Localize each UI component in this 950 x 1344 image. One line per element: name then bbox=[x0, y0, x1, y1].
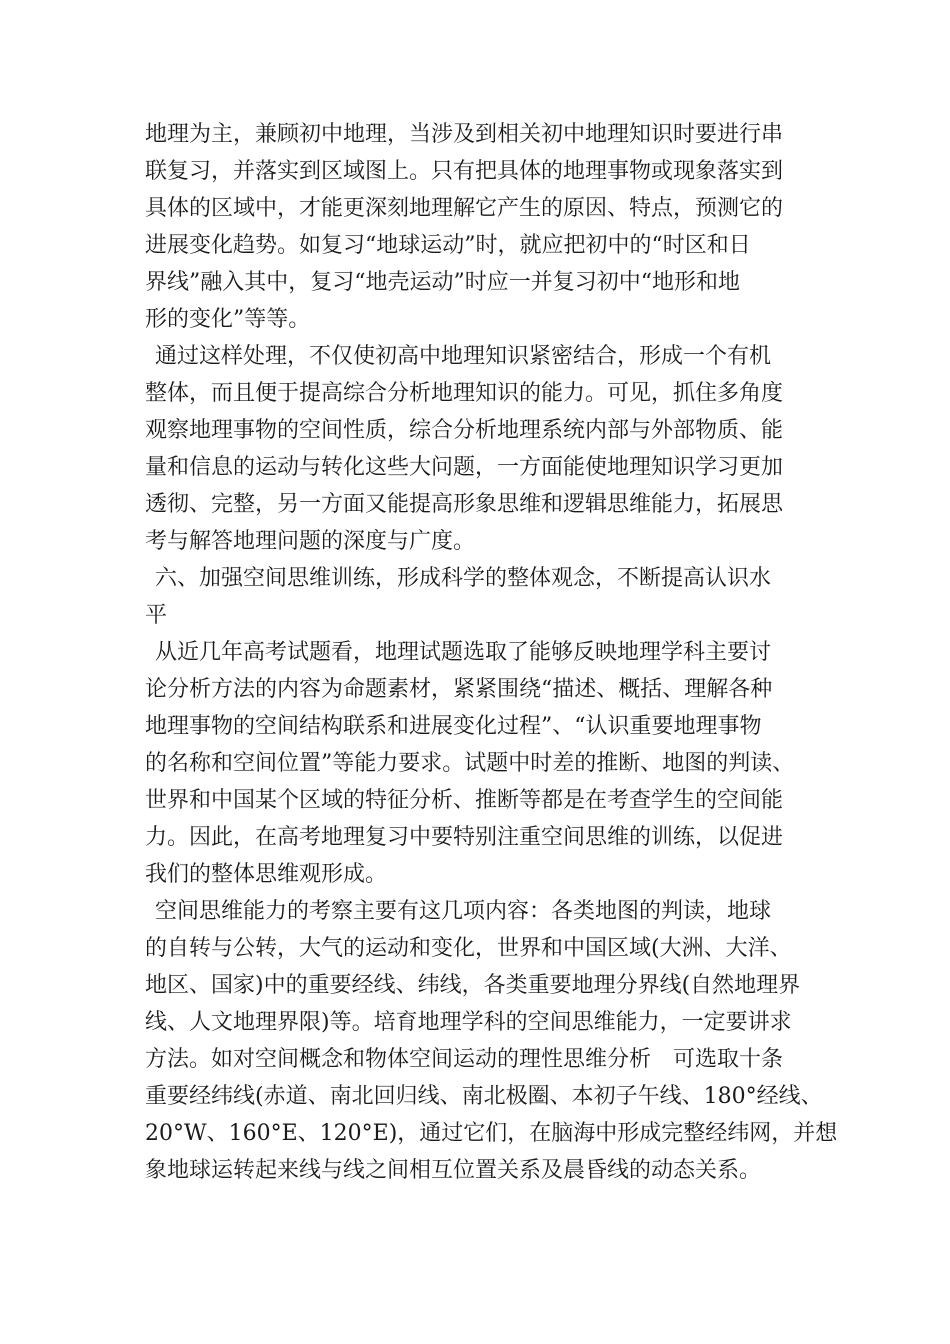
text-line: 地理事物的空间结构联系和进展变化过程”、“认识重要地理事物 bbox=[145, 714, 762, 739]
text-line: 我们的整体思维观形成。 bbox=[145, 862, 388, 887]
paragraph bbox=[145, 893, 838, 1189]
text-line: 象地球运转起来线与线之间相互位置关系及晨昏线的动态关系。 bbox=[145, 1158, 762, 1183]
text-line: 进展变化趋势。如复习“地球运动”时，就应把初中的“时区和日 bbox=[145, 233, 751, 258]
text-line: 世界和中国某个区域的特征分析、推断等都是在考查学生的空间能 bbox=[145, 788, 784, 813]
text-line: 考与解答地理问题的深度与广度。 bbox=[145, 529, 476, 554]
text-line: 联复习，并落实到区域图上。只有把具体的地理事物或现象落实到 bbox=[145, 159, 784, 184]
text-line: 通过这样处理，不仅使初高中地理知识紧密结合，形成一个有机 bbox=[155, 344, 772, 369]
text-line: 透彻、完整，另一方面又能提高形象思维和逻辑思维能力，拓展思 bbox=[145, 492, 784, 517]
text-line: 从近几年高考试题看，地理试题选取了能够反映地理学科主要讨 bbox=[155, 640, 772, 665]
text-line: 力。因此，在高考地理复习中要特别注重空间思维的训练，以促进 bbox=[145, 825, 784, 850]
text-line: 论分析方法的内容为命题素材，紧紧围绕“描述、概括、理解各种 bbox=[145, 677, 773, 702]
paragraph bbox=[145, 634, 825, 893]
text-line: 具体的区域中，才能更深刻地理解它产生的原因、特点，预测它的 bbox=[145, 196, 784, 221]
text-line: 线、人文地理界限)等。培育地理学科的空间思维能力，一定要讲求 bbox=[145, 1010, 792, 1035]
text-line: 地理为主，兼顾初中地理，当涉及到相关初中地理知识时要进行串 bbox=[145, 122, 784, 147]
paragraph bbox=[145, 116, 825, 338]
text-line: 六、加强空间思维训练，形成科学的整体观念，不断提高认识水 bbox=[155, 566, 772, 591]
text-line: 20°W、160°E、120°E)，通过它们，在脑海中形成完整经纬网，并想 bbox=[145, 1121, 838, 1146]
document-body bbox=[145, 116, 838, 1189]
text-line: 平 bbox=[145, 603, 168, 628]
text-line: 整体，而且便于提高综合分析地理知识的能力。可见，抓住多角度 bbox=[145, 381, 784, 406]
text-line: 地区、国家)中的重要经线、纬线，各类重要地理分界线(自然地理界 bbox=[145, 973, 801, 998]
text-line: 方法。如对空间概念和物体空间运动的理性思维分析 可选取十条 bbox=[145, 1047, 784, 1072]
text-line: 观察地理事物的空间性质，综合分析地理系统内部与外部物质、能 bbox=[145, 418, 784, 443]
text-line: 重要经纬线(赤道、南北回归线、南北极圈、本初子午线、180°经线、 bbox=[145, 1084, 823, 1109]
text-line: 的自转与公转，大气的运动和变化，世界和中国区域(大洲、大洋、 bbox=[145, 936, 792, 961]
paragraph bbox=[145, 338, 825, 560]
text-line: 界线”融入其中，复习“地壳运动”时应一并复习初中“地形和地 bbox=[145, 270, 740, 295]
text-line: 的名称和空间位置”等能力要求。试题中时差的推断、地图的判读、 bbox=[145, 751, 795, 776]
text-line: 量和信息的运动与转化这些大问题，一方面能使地理知识学习更加 bbox=[145, 455, 784, 480]
text-line: 形的变化”等等。 bbox=[145, 307, 311, 332]
text-line: 空间思维能力的考察主要有这几项内容：各类地图的判读，地球 bbox=[155, 899, 772, 924]
section-heading bbox=[145, 560, 825, 634]
